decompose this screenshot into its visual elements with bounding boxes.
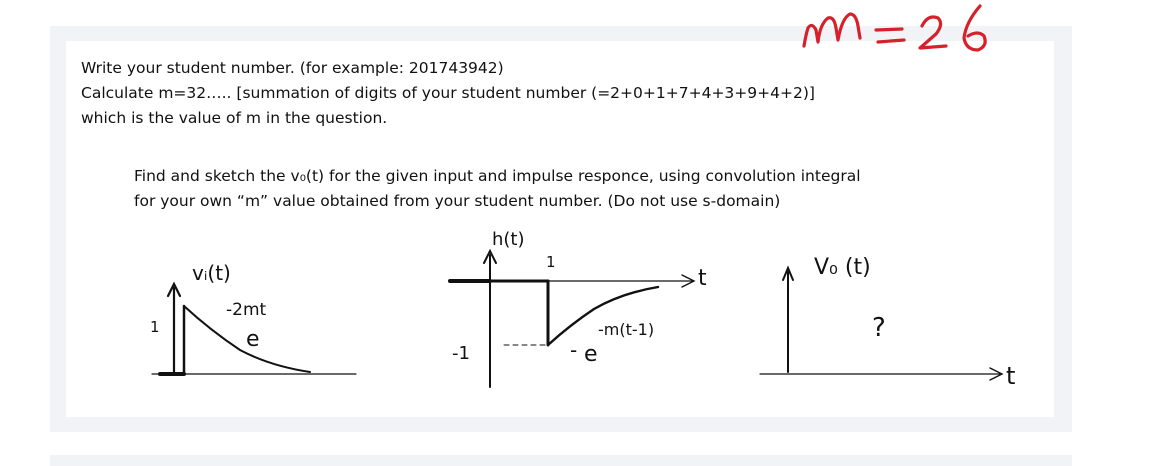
instruction-line-1: Write your student number. (for example: 201743942) xyxy=(81,59,504,77)
impulse-top-value: 1 xyxy=(546,253,556,271)
impulse-bottom-value: -1 xyxy=(452,343,470,364)
problem-line-1: Find and sketch the v₀(t) for the given input and impulse responce, using convolution integral xyxy=(134,167,861,185)
instruction-line-2: Calculate m=32….. [summation of digits of your student number (=2+0+1+7+4+3+9+4+2)] xyxy=(81,84,815,102)
input-exponent: -2mt xyxy=(226,300,267,320)
next-card-edge xyxy=(50,455,1072,466)
input-amplitude: 1 xyxy=(150,318,160,336)
handwritten-note xyxy=(790,0,1090,70)
impulse-expression-base: e xyxy=(584,342,598,367)
impulse-axis-label: t xyxy=(698,266,707,291)
output-axis-label: t xyxy=(1006,362,1016,390)
input-signal-figure xyxy=(140,250,370,390)
output-unknown: ? xyxy=(872,313,886,343)
impulse-expression-exponent: -m(t-1) xyxy=(598,320,655,339)
impulse-label: h(t) xyxy=(492,229,525,250)
impulse-expression-prefix: - xyxy=(570,338,578,362)
output-label: V₀ (t) xyxy=(814,255,871,280)
input-label: vᵢ(t) xyxy=(192,261,231,285)
impulse-response-figure xyxy=(420,225,720,395)
problem-line-2: for your own “m” value obtained from your student number. (Do not use s-domain) xyxy=(134,192,781,210)
input-base: e xyxy=(246,327,260,352)
output-signal-figure xyxy=(750,240,1050,390)
instruction-line-3: which is the value of m in the question. xyxy=(81,109,388,127)
